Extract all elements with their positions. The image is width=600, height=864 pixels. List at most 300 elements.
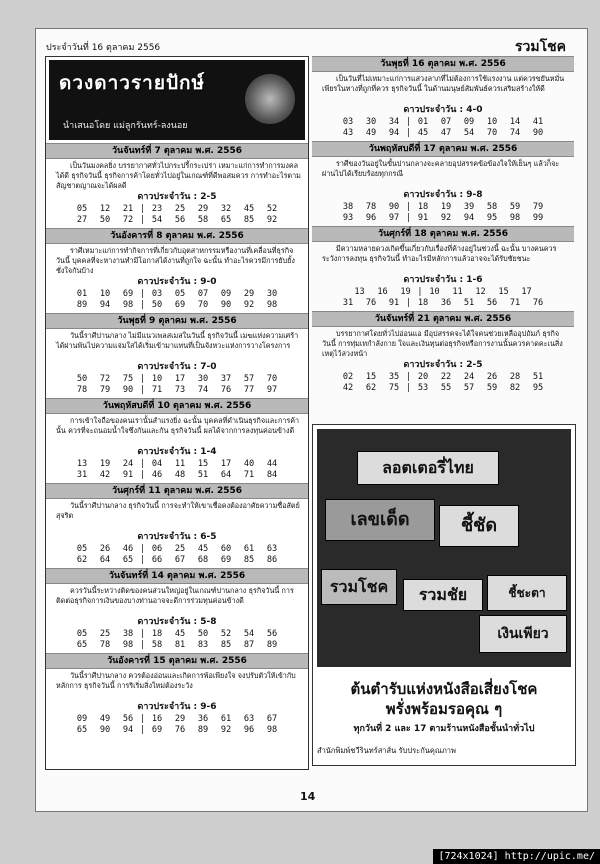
lucky-number: 24: [122, 459, 134, 469]
lucky-number: 63: [243, 714, 255, 724]
lucky-number: 11: [452, 287, 463, 297]
day-section: [46, 398, 308, 481]
lucky-number: 09: [76, 714, 88, 724]
lucky-number: 67: [266, 714, 278, 724]
forecast-pair: ดาวประจำวัน : 9-0: [137, 277, 217, 287]
lucky-number: 94: [99, 300, 111, 310]
lucky-number: 24: [463, 372, 475, 382]
day-section: [46, 313, 308, 396]
lucky-number: 65: [76, 640, 88, 650]
ad-headline: ต้นตำรับแห่งหนังสือเสี่ยงโชค: [350, 680, 538, 698]
forecast-label: ดาวประจำวัน: [137, 447, 191, 457]
lucky-number: 98: [122, 300, 134, 310]
number-row: [312, 128, 574, 139]
lucky-number: 46: [122, 544, 134, 554]
number-divider: |: [139, 385, 146, 395]
lucky-number-grid: [312, 372, 574, 394]
left-day-list: [46, 143, 308, 736]
forecast-pair: ดาวประจำวัน : 9-8: [403, 190, 483, 200]
lucky-number: 98: [266, 725, 278, 735]
lucky-number: 66: [151, 555, 163, 565]
lucky-number: 14: [509, 117, 521, 127]
number-row: [46, 459, 308, 470]
number-divider: |: [139, 204, 146, 214]
lucky-number: 91: [417, 213, 429, 223]
lucky-number: 65: [122, 555, 134, 565]
lucky-number: 62: [365, 383, 377, 393]
lucky-number: 25: [174, 544, 186, 554]
lucky-number: 65: [76, 725, 88, 735]
lucky-number: 19: [400, 287, 411, 297]
lucky-number: 52: [220, 629, 232, 639]
lucky-number: 50: [76, 374, 88, 384]
lucky-number: 10: [151, 374, 163, 384]
forecast-label: ดาวประจำวัน: [137, 277, 191, 287]
forecast-digits: 6-5: [200, 532, 217, 542]
day-section: [46, 653, 308, 736]
lucky-number: 38: [122, 629, 134, 639]
lucky-number: 92: [266, 215, 278, 225]
lucky-number: 96: [243, 725, 255, 735]
number-row: [312, 202, 574, 213]
advertisement: [312, 424, 576, 766]
lucky-number: 59: [486, 383, 498, 393]
day-description: ราศีเหมาะแก่การทำกิจการที่เกี่ยวกับอุตสาหกรรมหรืองานที่เคลื่อนที่ธุรกิจวันนี้ บุคคลที่จะหางานทำมีโอกาสได้งานที่ถูกใจ ฉะนั้น ทำอะไรควรมีการยับยั้งชั่งใจกันบ้าง: [56, 246, 295, 275]
lucky-number: 09: [463, 117, 475, 127]
lucky-number: 04: [151, 459, 163, 469]
lucky-number: 92: [440, 213, 452, 223]
day-heading: วันอังคารที่ 8 ตุลาคม พ.ศ. 2556: [46, 228, 308, 244]
lucky-number: 61: [243, 544, 255, 554]
lucky-number: 01: [417, 117, 429, 127]
lucky-number-grid: [312, 287, 574, 309]
lucky-number: 84: [266, 470, 278, 480]
lucky-number: 50: [197, 629, 209, 639]
lucky-number: 29: [174, 714, 186, 724]
forecast-digits: 2-5: [466, 360, 483, 370]
number-divider: |: [405, 383, 412, 393]
day-heading: วันพฤหัสบดีที่ 17 ตุลาคม พ.ศ. 2556: [312, 141, 574, 157]
lucky-number: 42: [99, 470, 111, 480]
banner-byline: นำเสนอโดย แม่ลูกรันทร์-ลงนอย: [63, 121, 188, 131]
lucky-number: 89: [197, 725, 209, 735]
number-row: [46, 555, 308, 566]
lucky-number: 03: [342, 117, 354, 127]
day-heading: วันศุกร์ที่ 11 ตุลาคม พ.ศ. 2556: [46, 483, 308, 499]
lucky-number: 93: [342, 213, 354, 223]
number-row: [312, 213, 574, 224]
lucky-number-grid: [312, 117, 574, 139]
lucky-number: 15: [365, 372, 377, 382]
number-divider: |: [139, 470, 146, 480]
lucky-number: 15: [197, 459, 209, 469]
lucky-number: 13: [354, 287, 365, 297]
lucky-number: 19: [99, 459, 111, 469]
magazine-cover: เงินเพียว: [479, 615, 567, 653]
lucky-number: 72: [99, 374, 111, 384]
magazine-cover: เลขเด็ด: [325, 499, 435, 541]
lucky-number: 87: [243, 640, 255, 650]
forecast-label: ดาวประจำวัน: [137, 617, 191, 627]
lucky-number: 76: [365, 298, 377, 308]
lucky-number: 89: [76, 300, 88, 310]
number-divider: |: [139, 725, 146, 735]
forecast-label: ดาวประจำวัน: [403, 105, 457, 115]
lucky-number: 70: [266, 374, 278, 384]
day-description: เป็นวันที่ไม่เหมาะแก่การแสวงลาภที่ไม่ต้องการใช้แรงงาน แต่ควรขยันหมั่นเพียรในทางที่ถูกที่ควร ธุรกิจวันนี้ ในด้านมนุษย์สัมพันธ์ควรเสริมสร้างให้ดี: [322, 74, 565, 93]
number-divider: |: [139, 459, 146, 469]
lucky-number: 49: [99, 714, 111, 724]
lucky-number: 40: [243, 459, 255, 469]
lucky-number: 76: [174, 725, 186, 735]
left-column: [45, 56, 309, 770]
number-divider: |: [405, 202, 412, 212]
number-divider: |: [139, 300, 146, 310]
lucky-number: 47: [440, 128, 452, 138]
number-divider: |: [139, 555, 146, 565]
lucky-number: 99: [532, 213, 544, 223]
lucky-number: 07: [440, 117, 452, 127]
lucky-number: 90: [388, 202, 400, 212]
lucky-number: 31: [76, 470, 88, 480]
forecast-pair: ดาวประจำวัน : 5-8: [137, 617, 217, 627]
lucky-number: 28: [509, 372, 521, 382]
lucky-number: 20: [417, 372, 429, 382]
lucky-number: 38: [342, 202, 354, 212]
lucky-number: 90: [220, 300, 232, 310]
lucky-number: 63: [266, 544, 278, 554]
lucky-number: 62: [76, 555, 88, 565]
right-column: [312, 56, 574, 416]
number-divider: |: [405, 213, 412, 223]
lucky-number-grid: [312, 202, 574, 224]
forecast-digits: 9-6: [200, 702, 217, 712]
lion-emblem-icon: [245, 74, 295, 124]
lucky-number: 76: [220, 385, 232, 395]
lucky-number: 68: [197, 555, 209, 565]
lucky-number: 50: [99, 215, 111, 225]
lucky-number: 53: [417, 383, 429, 393]
lucky-number: 92: [243, 300, 255, 310]
magazine-cover: รวมชัย: [403, 579, 483, 611]
lucky-number: 67: [174, 555, 186, 565]
lucky-number: 69: [122, 289, 134, 299]
forecast-pair: ดาวประจำวัน : 1-4: [137, 447, 217, 457]
day-section: [312, 56, 574, 139]
lucky-number: 77: [243, 385, 255, 395]
lucky-number: 85: [220, 640, 232, 650]
number-row: [46, 289, 308, 300]
lucky-number: 35: [388, 372, 400, 382]
lucky-number-grid: [46, 459, 308, 481]
lucky-number: 79: [532, 202, 544, 212]
forecast-digits: 1-6: [466, 275, 483, 285]
lucky-number: 18: [417, 298, 429, 308]
forecast-pair: ดาวประจำวัน : 2-5: [137, 192, 217, 202]
lucky-number: 57: [243, 374, 255, 384]
lucky-number: 16: [151, 714, 163, 724]
lucky-number: 71: [243, 470, 255, 480]
lucky-number: 17: [174, 374, 186, 384]
lucky-number: 98: [266, 300, 278, 310]
lucky-number: 58: [151, 640, 163, 650]
lucky-number: 65: [220, 215, 232, 225]
banner-title: ดวงดาวรายปักษ์: [59, 72, 206, 94]
lucky-number: 57: [463, 383, 475, 393]
day-description: ราศีของวันอยู่ในขั้นปานกลางจะคลายอุปสรรคข้อข้องใจให้เย็นๆ แล้วก็จะผ่านไปได้เรียบร้อยทุกกรณี: [322, 159, 560, 178]
lucky-number: 42: [342, 383, 354, 393]
lucky-number: 78: [99, 640, 111, 650]
lucky-number: 55: [440, 383, 452, 393]
number-divider: |: [139, 215, 146, 225]
lucky-number: 94: [388, 128, 400, 138]
day-heading: วันจันทร์ที่ 14 ตุลาคม พ.ศ. 2556: [46, 568, 308, 584]
forecast-label: ดาวประจำวัน: [137, 532, 191, 542]
lucky-number: 51: [463, 298, 475, 308]
day-description: วันนี้ราศีปานกลาง ควรต้องอ่อนและเกิดการพ้อเพียงใจ จงปรับตัวให้เข้ากับหลักการ ธุรกิจวันนี้ การริเริ่มสิ่งใหม่ต้องระวัง: [56, 671, 296, 690]
lucky-number: 60: [220, 544, 232, 554]
lucky-number: 79: [99, 385, 111, 395]
number-divider: |: [139, 640, 146, 650]
lucky-number: 34: [388, 117, 400, 127]
lucky-number: 11: [174, 459, 186, 469]
lucky-number: 82: [509, 383, 521, 393]
lucky-number: 31: [342, 298, 354, 308]
lucky-number: 09: [220, 289, 232, 299]
day-description: วันนี้ราศีปานกลาง ธุรกิจวันนี้ การจะทำให้เขาเชื่อคงต้องอาศัยความซื่อสัตย์สุจริต: [56, 501, 300, 520]
number-row: [312, 298, 574, 309]
number-row: [46, 300, 308, 311]
forecast-pair: ดาวประจำวัน : 7-0: [137, 362, 217, 372]
lucky-number: 49: [365, 128, 377, 138]
lucky-number: 21: [122, 204, 134, 214]
lucky-number: 54: [463, 128, 475, 138]
lucky-number: 10: [486, 117, 498, 127]
forecast-pair: ดาวประจำวัน : 6-5: [137, 532, 217, 542]
ad-subheadline: พรั่งพร้อมรอคุณ ๆ: [385, 700, 503, 718]
lucky-number: 10: [99, 289, 111, 299]
forecast-label: ดาวประจำวัน: [137, 702, 191, 712]
number-row: [312, 383, 574, 394]
lucky-number: 70: [197, 300, 209, 310]
number-row: [46, 725, 308, 736]
lucky-number: 56: [486, 298, 498, 308]
forecast-digits: 2-5: [200, 192, 217, 202]
number-row: [46, 714, 308, 725]
lucky-number: 75: [388, 383, 400, 393]
lucky-number: 17: [220, 459, 232, 469]
forecast-pair: ดาวประจำวัน : 2-5: [403, 360, 483, 370]
lucky-number-grid: [46, 374, 308, 396]
lucky-number: 43: [342, 128, 354, 138]
lucky-number: 36: [197, 714, 209, 724]
lucky-number: 54: [151, 215, 163, 225]
lucky-number: 10: [429, 287, 440, 297]
lucky-number: 06: [151, 544, 163, 554]
lucky-number: 26: [486, 372, 498, 382]
lucky-number: 29: [197, 204, 209, 214]
lucky-number: 95: [532, 383, 544, 393]
day-section: [46, 568, 308, 651]
lucky-number: 50: [151, 300, 163, 310]
lucky-number: 15: [498, 287, 509, 297]
lucky-number: 90: [99, 725, 111, 735]
watermark-url[interactable]: [724x1024] http://upic.me/: [433, 849, 600, 864]
ad-schedule: ทุกวันที่ 2 และ 17 ตามร้านหนังสือชั้นนำทั่วไป: [353, 724, 535, 734]
page-number: 14: [300, 790, 316, 803]
day-heading: วันศุกร์ที่ 18 ตุลาคม พ.ศ. 2556: [312, 226, 574, 242]
forecast-digits: 9-8: [466, 190, 483, 200]
lucky-number: 39: [463, 202, 475, 212]
lucky-number: 59: [509, 202, 521, 212]
lucky-number: 12: [475, 287, 486, 297]
number-row: [46, 204, 308, 215]
lucky-number: 30: [266, 289, 278, 299]
lucky-number: 45: [417, 128, 429, 138]
lucky-number: 76: [532, 298, 544, 308]
magazine-cover: รวมโชค: [321, 569, 397, 605]
number-divider: |: [405, 372, 412, 382]
lucky-number: 94: [463, 213, 475, 223]
lucky-number: 16: [377, 287, 388, 297]
magazine-cover: ชี้ชะตา: [487, 575, 567, 611]
lucky-number: 48: [174, 470, 186, 480]
number-divider: |: [139, 289, 146, 299]
lucky-number: 69: [220, 555, 232, 565]
lucky-number: 01: [76, 289, 88, 299]
number-divider: |: [139, 714, 146, 724]
number-row: [312, 372, 574, 383]
lucky-number: 95: [486, 213, 498, 223]
forecast-label: ดาวประจำวัน: [137, 192, 191, 202]
lucky-number: 71: [509, 298, 521, 308]
lucky-number: 32: [220, 204, 232, 214]
lucky-number: 03: [151, 289, 163, 299]
number-row: [46, 640, 308, 651]
number-row: [46, 385, 308, 396]
forecast-pair: ดาวประจำวัน : 1-6: [403, 275, 483, 285]
brand-logo: รวมโชค: [515, 39, 566, 55]
lucky-number: 74: [197, 385, 209, 395]
lucky-number: 45: [197, 544, 209, 554]
lucky-number: 56: [174, 215, 186, 225]
lucky-number: 94: [122, 725, 134, 735]
lucky-number: 92: [220, 725, 232, 735]
lucky-number: 51: [197, 470, 209, 480]
lucky-number: 30: [197, 374, 209, 384]
lucky-number: 64: [220, 470, 232, 480]
number-row: [46, 470, 308, 481]
lucky-number: 97: [388, 213, 400, 223]
lucky-number: 05: [76, 544, 88, 554]
number-row: [312, 287, 574, 298]
lucky-number: 19: [440, 202, 452, 212]
lucky-number: 73: [174, 385, 186, 395]
lucky-number-grid: [46, 629, 308, 651]
ad-publisher: สำนักพิมพ์ชวีรินทร์สาส์น รับประกันคุณภาพ: [317, 746, 456, 755]
forecast-digits: 9-0: [200, 277, 217, 287]
lucky-number: 41: [532, 117, 544, 127]
lucky-number: 69: [174, 300, 186, 310]
lucky-number: 17: [521, 287, 532, 297]
forecast-digits: 7-0: [200, 362, 217, 372]
column-banner: [49, 60, 305, 140]
lucky-number-grid: [46, 544, 308, 566]
forecast-label: ดาวประจำวัน: [137, 362, 191, 372]
lucky-number: 64: [99, 555, 111, 565]
lucky-number: 26: [99, 544, 111, 554]
number-row: [46, 544, 308, 555]
number-divider: |: [417, 287, 423, 297]
day-heading: วันพฤหัสบดีที่ 10 ตุลาคม พ.ศ. 2556: [46, 398, 308, 414]
lucky-number: 75: [122, 374, 134, 384]
lucky-number: 18: [417, 202, 429, 212]
day-section: [46, 143, 308, 226]
forecast-label: ดาวประจำวัน: [403, 360, 457, 370]
lucky-number: 83: [197, 640, 209, 650]
forecast-label: ดาวประจำวัน: [403, 275, 457, 285]
day-section: [312, 311, 574, 394]
magazine-collage: [317, 429, 571, 667]
day-section: [312, 226, 574, 309]
lucky-number: 46: [151, 470, 163, 480]
day-heading: วันจันทร์ที่ 7 ตุลาคม พ.ศ. 2556: [46, 143, 308, 159]
lucky-number: 78: [365, 202, 377, 212]
lucky-number: 54: [243, 629, 255, 639]
day-description: ควรวันนี้ระหว่างติดของคนส่วนใหญ่อยู่ในเกณฑ์ปานกลาง ธุรกิจวันนี้ การติดต่อธุรกิจการเงินของบางท่านอาจจะดีการร่วมทุนค่อนข้างดี: [56, 586, 294, 605]
lucky-number: 22: [440, 372, 452, 382]
lucky-number: 98: [509, 213, 521, 223]
number-row: [46, 629, 308, 640]
lucky-number: 74: [509, 128, 521, 138]
lucky-number: 27: [76, 215, 88, 225]
lucky-number: 25: [174, 204, 186, 214]
day-description: เป็นวันมงคลยิ่ง บรรยากาศทั่วไปกระปรี้กระเปร่า เหมาะแก่การทำการมงคลได้ดี ธุรกิจวันนี้ ธุรกิจการค้าโดยทั่วไปอยู่ในเกณฑ์ที่ดีพอสมควร การทำอะไรตามสัญชาตญาณจะได้ผลดี: [56, 161, 301, 190]
day-description: วันนี้ราศีปานกลาง ไม่มีแนวเพลสเมสในวันนี้ ธุรกิจวันนี้ เมฆแห่งความเศร้าได้ผ่านพ้นไปความแจ่มใสได้เริ่มเข้ามาแทนที่เป็นจังหวะแห่งการวางโครงการ: [56, 331, 299, 350]
lucky-number: 72: [122, 215, 134, 225]
page-header: [46, 36, 566, 56]
lucky-number: 91: [122, 470, 134, 480]
lucky-number: 07: [197, 289, 209, 299]
number-divider: |: [139, 544, 146, 554]
right-day-list: [312, 56, 574, 394]
magazine-cover: ลอตเตอรี่ไทย: [357, 451, 499, 485]
lucky-number: 85: [243, 215, 255, 225]
lucky-number: 61: [220, 714, 232, 724]
lucky-number: 52: [266, 204, 278, 214]
day-description: มีความหลายดวงเกิดขึ้นเกี่ยวกับเรื่องที่ค้างอยู่ในช่วงนี้ ฉะนั้น บางคนควรระวังการลงทุน ธุรกิจวันนี้ ทำอะไรมีหลักการแล้วอาจจะได้รับชัยชนะ: [322, 244, 557, 263]
lucky-number: 86: [266, 555, 278, 565]
lucky-number: 18: [151, 629, 163, 639]
forecast-pair: ดาวประจำวัน : 9-6: [137, 702, 217, 712]
forecast-digits: 4-0: [466, 105, 483, 115]
day-description: การเข้าใจถือของคนเรานั้นสำแรงยิ่ง ฉะนั้น บุคคลที่ดำเนินธุรกิจและการค้านั้น ควรที่จะถนอมน้ำใจซึ่งกันและกัน ธุรกิจวันนี้ ผลได้จากการลงทุนค่อนข้างดี: [56, 416, 300, 435]
number-divider: |: [139, 629, 146, 639]
lucky-number: 71: [151, 385, 163, 395]
lucky-number: 98: [122, 640, 134, 650]
lucky-number: 89: [266, 640, 278, 650]
lucky-number: 37: [220, 374, 232, 384]
lucky-number: 96: [365, 213, 377, 223]
lucky-number: 12: [99, 204, 111, 214]
number-divider: |: [139, 374, 146, 384]
forecast-digits: 1-4: [200, 447, 217, 457]
number-divider: |: [405, 298, 412, 308]
issue-date: ประจำวันที่ 16 ตุลาคม 2556: [46, 43, 161, 53]
lucky-number: 36: [440, 298, 452, 308]
day-section: [312, 141, 574, 224]
lucky-number-grid: [46, 204, 308, 226]
